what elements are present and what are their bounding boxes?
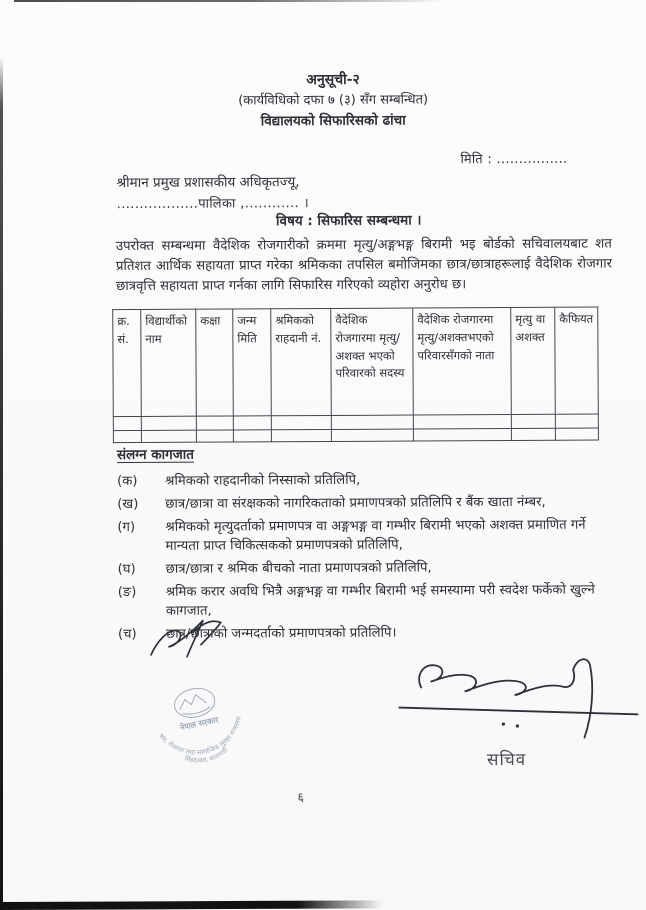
emblem-outline (172, 685, 218, 721)
scan-edge-top (14, 0, 446, 2)
secretary-title: सचिव (486, 749, 527, 771)
date-line: मिति : ................ (460, 151, 568, 168)
attachment-text: छात्र/छात्रा वा संरक्षकको नागरिकताको प्रमाणपत्रको प्रतिलिपि र बैंक खाता नंम्बर, (165, 494, 546, 512)
form-title: विद्यालयको सिफारिसको ढांचा (260, 112, 406, 129)
scan-edge-bottom (0, 900, 382, 910)
attachment-text: छात्र/छात्रा र श्रमिक बीचको नाता प्रमाणपत्रको प्रतिलिपि, (165, 560, 432, 577)
attachment-label: (क) (117, 473, 138, 490)
table-row (113, 428, 598, 443)
body-paragraph: उपरोक्त सम्बन्धमा वैदेशिक रोजगारीको क्रममा मृत्यु/अङ्गभङ्ग बिरामी भइ बोर्डको सचिवालयबाट शत प्रतिशत आर्थिक सहायता प्राप्त गरेका श्रमिकका तपसिल बमोजिमका छात्र/छात्राहरूलाई वैदेशिक रोजगार छात्रवृत्ति सहायता प्राप्त गर्नका लागि सिफारिस गरिएको व्यहोरा अनुरोध छ। (115, 236, 613, 295)
page-number: ६ (297, 790, 304, 805)
table-header-cell-family-member: वैदेशिक रोजगारमा मृत्यु/अशक्त भएको परिवारको सदस्य (331, 308, 414, 415)
attachment-label: (च) (117, 626, 137, 643)
table-header-cell-sn: क्र. सं. (113, 309, 142, 416)
addressee-line-2: ..................पालिका ,............ । (116, 196, 310, 213)
attachments-heading: संलग्न कागजात (116, 446, 194, 464)
table-header-cell-student-name: विद्यार्थीको नाम (141, 309, 197, 416)
table-header-cell-class: कक्षा (196, 309, 234, 416)
students-table (112, 307, 599, 444)
table-header-cell-dob: जन्म मिति (233, 309, 272, 416)
stamp-address-text: सिंहदरबार, काठमाडौं (183, 746, 230, 765)
attachment-text: श्रमिकको राहदानीको निस्साको प्रतिलिपि, (165, 472, 361, 489)
government-seal-stamp (137, 667, 263, 793)
handwritten-initial-signature (141, 610, 236, 670)
attachment-text: छात्र/छात्राको जन्मदर्ताको प्रमाणपत्रको प्रतिलिपि। (165, 625, 397, 642)
addressee-line-1: श्रीमान प्रमुख प्रशासकीय अधिकृतज्यू, (116, 174, 300, 192)
annex-title: अनुसूची-२ (306, 71, 360, 89)
table-header-cell-remarks: कैफियत (555, 307, 599, 414)
attachment-text: श्रमिकको मृत्युदर्ताको प्रमाणपत्र वा अङ्गभङ्ग वा गम्भीर बिरामी भएको अशक्त प्रमाणित गर्ने मान्यता प्राप्त चिकित्सकको प्रमाणपत्रको प्रतिलिपि, (165, 517, 586, 554)
emblem-mountains-icon (177, 692, 210, 716)
attachment-label: (ख) (117, 496, 139, 513)
attachment-item (117, 469, 619, 491)
attachment-label: (ङ) (117, 584, 137, 601)
document-title-block (22, 68, 644, 132)
table-header-cell-death-or-disabled: मृत्यु वा अशक्त (511, 307, 556, 414)
attachment-text: श्रमिक करार अवधि भित्रै अङ्गभङ्ग वा गम्भीर बिरामी भई समस्यामा परी स्वदेश फर्केको खुल्ने कागजात, (165, 582, 595, 619)
attachment-item (118, 557, 620, 579)
secretary-signature (397, 644, 646, 745)
table-header-cell-relation: वैदेशिक रोजगारमा मृत्यु/अशक्तभएको परिवारसँगको नाता (413, 308, 512, 416)
attachment-item (117, 492, 619, 514)
signature-underline (399, 706, 637, 715)
table-header-cell-passport-no: श्रमिकको राहदानी नं. (271, 308, 332, 415)
annex-subtitle: (कार्यविधिको दफा ७ (३) सँग सम्बन्धित) (238, 92, 429, 109)
table-header-row (113, 307, 599, 417)
attachment-item (117, 515, 619, 556)
subject-line: विषय : सिफारिस सम्बन्धमा । (275, 212, 422, 230)
stamp-ministry-arc-text: श्रम, रोजगार तथा सामाजिक सुरक्षा मन्त्रालय (156, 715, 243, 757)
scan-edge-left (0, 56, 3, 910)
attachment-label: (ग) (117, 519, 136, 536)
attachment-label: (घ) (117, 561, 136, 578)
stamp-government-text: नेपाल सरकार (179, 715, 220, 733)
